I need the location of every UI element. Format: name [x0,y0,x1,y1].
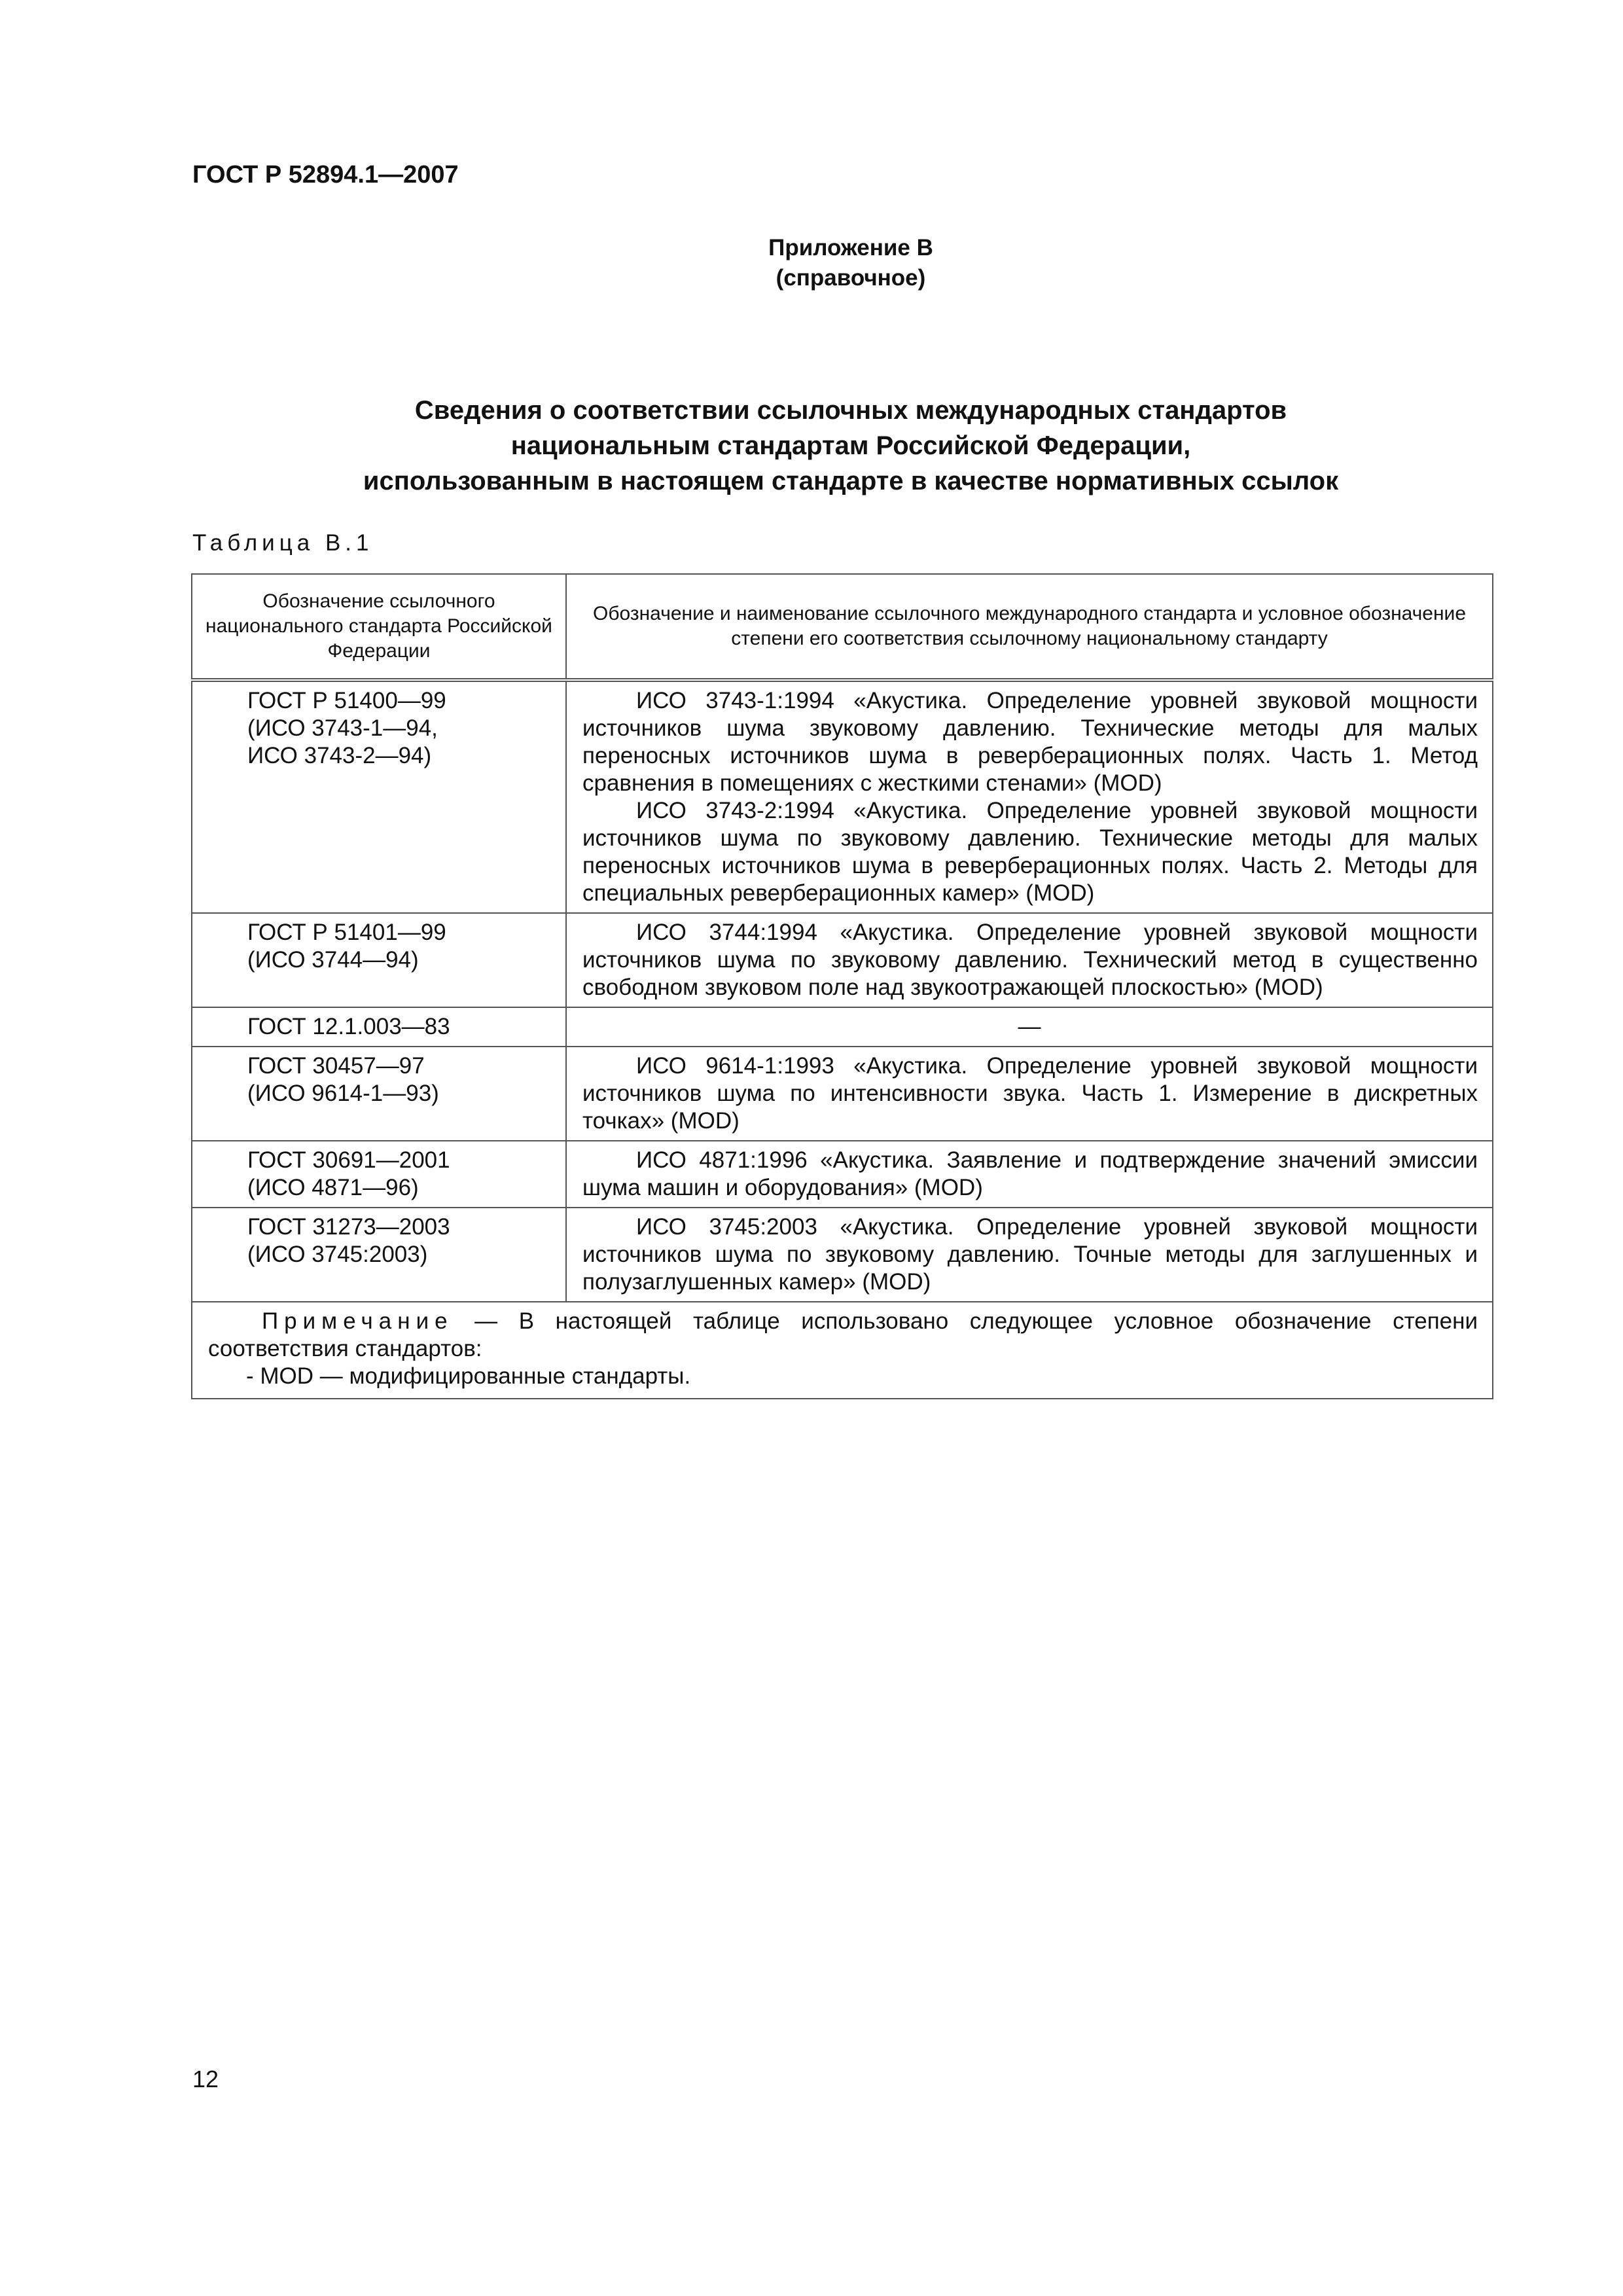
appendix-label: Приложение В [768,235,933,260]
iso-description: ИСО 3745:2003 «Акустика. Определение уровней звуковой мощности источников шума по звуковому давлению. Точные методы для заглушенных и полузаглушенных камер» (MOD) [582,1214,1478,1295]
document-code: ГОСТ Р 52894.1—2007 [192,161,459,188]
national-standard-line: ГОСТ 31273—2003 [247,1214,450,1240]
table-note [192,1302,1493,1399]
table-note-row [192,1302,1493,1399]
table-row [192,913,1493,1007]
national-standard-line: (ИСО 3743-1—94, [247,715,438,741]
table-caption: Таблица В.1 [192,530,374,556]
national-standard-cell [192,1047,566,1141]
international-standard-cell [566,1047,1493,1141]
iso-description: ИСО 9614-1:1993 «Акустика. Определение уровней звуковой мощности источников шума по интенсивности звука. Часть 1. Измерение в дискретных точках» (MOD) [582,1053,1478,1134]
international-standard-cell [566,1208,1493,1302]
national-standard-line: ГОСТ 30691—2001 [247,1147,450,1173]
table-row [192,680,1493,913]
national-standard-cell [192,913,566,1007]
title-line: национальным стандартам Российской Федерации, [510,431,1191,460]
international-standard-cell [566,913,1493,1007]
table-row [192,1047,1493,1141]
iso-description: ИСО 3743-2:1994 «Акустика. Определение уровней звуковой мощности источников шума по звуковому давлению. Технические методы для малых переносных источников шума в реверберационных полях. Часть 2. Методы для специальных реверберационных камер» (MOD) [582,798,1478,906]
national-standard-line: ГОСТ 12.1.003—83 [247,1014,450,1039]
note-text [208,1308,1478,1363]
national-standard-line: (ИСО 4871—96) [247,1175,419,1200]
table-row [192,1141,1493,1208]
note-list-item: - MOD — модифицированные стандарты. [246,1363,691,1389]
national-standard-cell [192,680,566,913]
international-standard-cell [566,680,1493,913]
appendix-type: (справочное) [776,265,926,291]
national-standard-line: ГОСТ Р 51400—99 [247,688,446,713]
iso-description: ИСО 4871:1996 «Акустика. Заявление и подтверждение значений эмиссии шума машин и оборудования» (MOD) [582,1147,1478,1200]
table-row [192,1007,1493,1047]
national-standard-line: (ИСО 9614-1—93) [247,1081,439,1106]
international-standard-cell [566,1141,1493,1208]
iso-description: ИСО 3744:1994 «Акустика. Определение уровней звуковой мощности источников шума по звуковому давлению. Технический метод в существенно свободном звуковом поле над звукоотражающей плоскостью» (MOD) [582,920,1478,1000]
appendix-heading [0,233,1623,293]
national-standard-line: (ИСО 3744—94) [247,947,419,973]
header-international-standard: Обозначение и наименование ссылочного международного стандарта и условное обозначение степени его соответствия ссылочному национальному стандарту [566,574,1493,680]
note-body: — В настоящей таблице использовано следующее условное обозначение степени соответствия стандартов: [208,1308,1478,1361]
international-standard-cell: — [566,1007,1493,1047]
note-label: Примечание [262,1308,454,1334]
national-standard-cell [192,1141,566,1208]
national-standard-cell [192,1007,566,1047]
title-line: использованным в настоящем стандарте в качестве нормативных ссылок [363,467,1339,495]
reference-standards-table [191,573,1493,1399]
section-title [196,393,1505,499]
national-standard-cell [192,1208,566,1302]
national-standard-line: ИСО 3743-2—94) [247,743,432,768]
national-standard-line: ГОСТ Р 51401—99 [247,920,446,945]
national-standard-line: (ИСО 3745:2003) [247,1242,428,1267]
header-national-standard: Обозначение ссылочного национального стандарта Российской Федерации [192,574,566,680]
table-row [192,1208,1493,1302]
iso-description: ИСО 3743-1:1994 «Акустика. Определение уровней звуковой мощности источников шума звуковому давлению. Технические методы для малых переносных источников шума в реверберационных полях. Часть 1. Метод сравнения в помещениях с жесткими стенами» (MOD) [582,688,1478,796]
national-standard-line: ГОСТ 30457—97 [247,1053,425,1079]
title-line: Сведения о соответствии ссылочных международных стандартов [414,396,1287,425]
table-header-row [192,574,1493,680]
page-number: 12 [192,2066,219,2092]
